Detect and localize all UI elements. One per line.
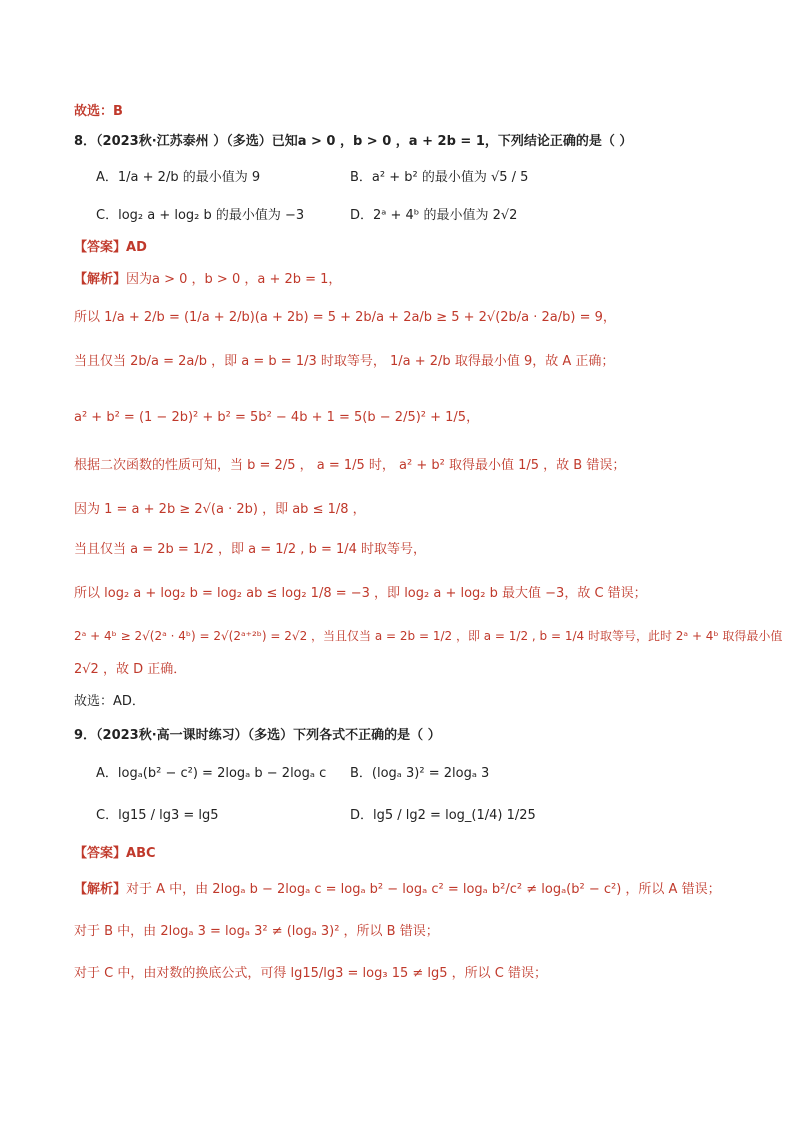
q9-analysis-line-3: 对于 C 中，由对数的换底公式，可得 lg15/lg3 = log₃ 15 ≠ lg5 ，所以 C 错误；	[74, 966, 548, 981]
q8-stem: 8．（2023秋·江苏泰州 ）（多选）已知a > 0 ，b > 0 ，a + 2b = 1，下列结论正确的是（ ）	[74, 134, 633, 149]
q9-option-c: C．lg15 / lg3 = lg5	[96, 808, 219, 823]
q8-analysis-line-8: 所以 log₂ a + log₂ b = log₂ ab ≤ log₂ 1/8 = −3 ，即 log₂ a + log₂ b 最大值 −3，故 C 错误；	[74, 586, 647, 601]
q9-option-d: D．lg5 / lg2 = log_(1/4) 1/25	[350, 808, 536, 823]
q8-option-c: C．log₂ a + log₂ b 的最小值为 −3	[96, 208, 305, 223]
q8-analysis-line-2: 所以 1/a + 2/b = (1/a + 2/b)(a + 2b) = 5 + 2b/a + 2a/b ≥ 5 + 2√(2b/a · 2a/b) = 9，	[74, 310, 616, 325]
q8-answer	[74, 238, 147, 258]
q8-analysis-line-3: 当且仅当 2b/a = 2a/b ，即 a = b = 1/3 时取等号， 1/a + 2/b 取得最小值 9，故 A 正确；	[74, 354, 615, 369]
q8-analysis-line-5: 根据二次函数的性质可知，当 b = 2/5 ， a = 1/5 时， a² + b² 取得最小值 1/5 ，故 B 错误；	[74, 458, 626, 473]
q8-option-b: B．a² + b² 的最小值为 √5 / 5	[350, 170, 529, 185]
q8-analysis-line-4: a² + b² = (1 − 2b)² + b² = 5b² − 4b + 1 = 5(b − 2/5)² + 1/5，	[74, 410, 480, 425]
answer-label: 【答案】	[74, 846, 127, 861]
q8-option-d: D．2ᵃ + 4ᵇ 的最小值为 2√2	[350, 208, 518, 223]
q9-stem: 9．（2023秋·高一课时练习）（多选）下列各式不正确的是（ ）	[74, 728, 441, 743]
answer-label: 【答案】	[74, 240, 127, 255]
q9-answer	[74, 844, 156, 864]
answer-value: ABC	[126, 846, 156, 861]
q8-analysis-line-1: 【解析】因为a > 0 ，b > 0 ，a + 2b = 1，	[74, 272, 342, 287]
q9-analysis-line-1: 【解析】对于 A 中，由 2logₐ b − 2logₐ c = logₐ b² − logₐ c² = logₐ b²/c² ≠ logₐ(b² − c²) ，所以 A 错误；	[74, 882, 721, 897]
q8-analysis-line-10: 2√2 ，故 D 正确．	[74, 662, 187, 677]
answer-value: AD	[126, 240, 147, 255]
q8-analysis-line-7: 当且仅当 a = 2b = 1/2 ，即 a = 1/2 , b = 1/4 时取等号，	[74, 542, 427, 557]
q9-option-b: B．(logₐ 3)² = 2logₐ 3	[350, 766, 490, 781]
previous-choice: 故选：B	[74, 104, 123, 119]
analysis-label: 【解析】	[74, 272, 127, 287]
q9-analysis-line-2: 对于 B 中，由 2logₐ 3 = logₐ 3² ≠ (logₐ 3)² ，所以 B 错误；	[74, 924, 439, 939]
q9-option-a: A．logₐ(b² − c²) = 2logₐ b − 2logₐ c	[96, 766, 327, 781]
q8-analysis-line-9: 2ᵃ + 4ᵇ ≥ 2√(2ᵃ · 4ᵇ) = 2√(2ᵃ⁺²ᵇ) = 2√2 ，当且仅当 a = 2b = 1/2 ，即 a = 1/2 , b = 1/4 时取等号，此时 2ᵃ + 4ᵇ 取得最小值	[74, 629, 783, 643]
q8-final-choice: 故选：AD．	[74, 694, 145, 709]
q8-option-a: A．1/a + 2/b 的最小值为 9	[96, 170, 261, 185]
analysis-label: 【解析】	[74, 882, 127, 897]
q8-analysis-line-6: 因为 1 = a + 2b ≥ 2√(a · 2b) ，即 ab ≤ 1/8 ，	[74, 502, 366, 517]
